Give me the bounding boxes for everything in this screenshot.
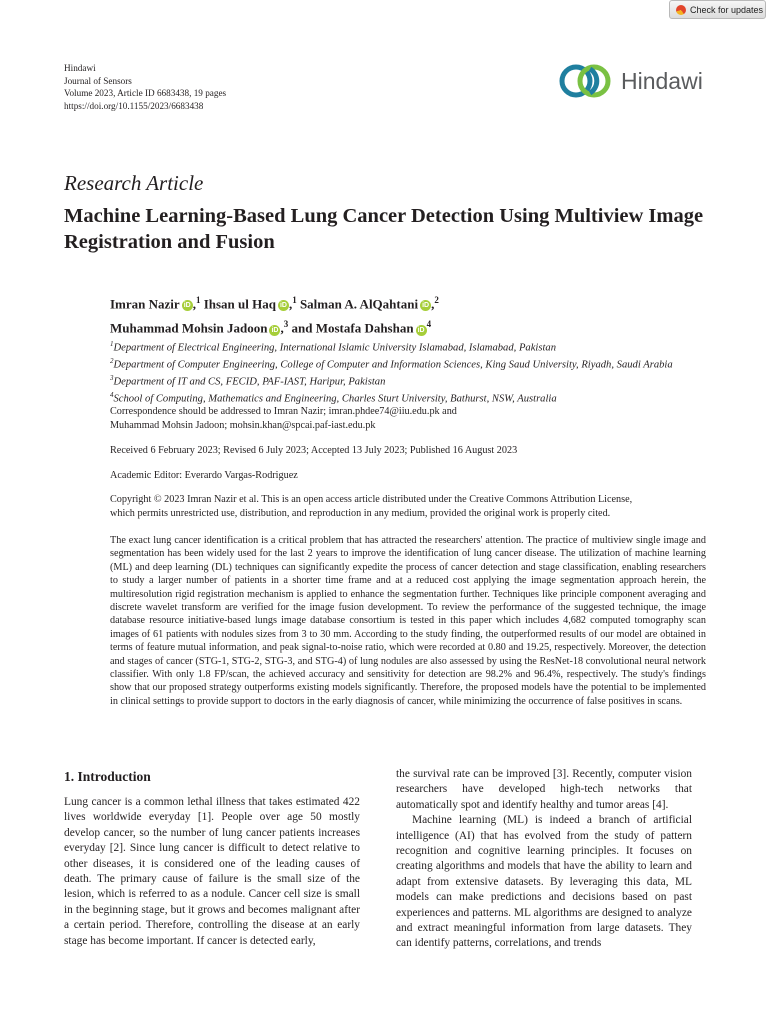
section-heading: 1. Introduction [64,769,151,784]
affiliation-sup: 3 [110,374,114,383]
copyright [110,493,710,520]
affiliations [110,338,710,406]
affiliation [110,372,710,389]
author-name[interactable]: Salman A. AlQahtani [299,296,419,312]
author-affil-sup: 4 [426,319,432,330]
article-type: Research Article [64,171,204,195]
check-for-updates-label: Check for updates [690,4,764,15]
crossmark-icon [676,5,686,15]
check-for-updates-button[interactable] [669,0,766,19]
affiliation [110,338,710,355]
affiliation-text: Department of IT and CS, FECID, PAF-IAST, Haripur, Pakistan [113,376,386,388]
author-affil-sup: 1 [195,295,201,305]
body-paragraph: Machine learning (ML) is indeed a branch of artificial intelligence (AI) that has evolved from the study of pattern recognition and cognitive learning principles. It focuses on creating algorithms and models that have the ability to learn and adapt from extensive datasets. By leveraging this data, ML models can make predictions and decisions based on past experiences and patterns. ML algorithms are designed to analyze and extract meaningful information from large datasets. They can identify patterns, correlations, and trends [396,814,692,950]
author-connector: and [291,320,313,336]
paper-title: Machine Learning-Based Lung Cancer Detection Using Multiview Image Registration and Fusion [64,205,704,253]
doi-link[interactable]: https://doi.org/10.1155/2023/6683438 [64,100,204,111]
affiliation-text: School of Computing, Mathematics and Engineering, Charles Sturt University, Bathurst, NSW, Australia [113,393,557,405]
affiliation-sup: 2 [110,357,114,366]
affiliation-sup: 1 [110,340,114,348]
journal-info [64,62,226,112]
author-name[interactable]: Ihsan ul Haq [203,296,276,312]
author-affil-sup: 2 [434,295,439,305]
hindawi-logo [557,62,703,100]
body-paragraph: Lung cancer is a common lethal illness that takes estimated 422 lives worldwide everyday [1]. People over age 50 mostly develop cancer, so the number of lung cancer patients increases everyday [2]. Since lung cancer is difficult to detect relative to other diseases, it is considered one of the leading causes of death. The primary cause of failure is the small size of the lesion, which is referred to as a nodule. Cancer cell size is small in the beginning stage, but it grows and becomes malignant after a certain period. Therefore, controlling the disease at an early stage has become important. If cancer is detected early, [64,796,360,947]
orcid-icon[interactable]: iD [279,302,287,310]
orcid-icon[interactable]: iD [417,326,425,334]
author-list [110,290,670,339]
orcid-icon[interactable]: iD [183,302,191,310]
author-name[interactable]: Mostafa Dahshan [315,320,414,336]
publisher-name: Hindawi [64,63,96,73]
author-affil-sup: 3 [283,319,289,330]
body-column-left [64,795,360,949]
logo-text: Hindawi [621,67,703,94]
affiliation [110,355,710,372]
correspondence [110,405,710,432]
publication-dates: Received 6 February 2023; Revised 6 July 2023; Accepted 13 July 2023; Published 16 August 2023 [110,445,518,456]
orcid-icon[interactable]: iD [422,302,430,310]
volume-line: Volume 2023, Article ID 6683438, 19 pages [64,88,227,98]
hindawi-rings-icon [557,62,615,100]
affiliation-text: Department of Electrical Engineering, International Islamic University Islamabad, Islamabad, Pakistan [113,342,557,354]
copyright-line: which permits unrestricted use, distribution, and reproduction in any medium, provided the original work is properly cited. [110,507,611,519]
orcid-icon[interactable]: iD [271,326,279,334]
body-paragraph: the survival rate can be improved [3]. Recently, computer vision researchers have developed high-tech networks that automatically spot and identify healthy and tumor areas [4]. [396,768,692,811]
academic-editor: Academic Editor: Everardo Vargas-Rodriguez [110,470,298,481]
body-column-right [396,767,692,952]
affiliation-sup: 4 [110,391,114,400]
affiliation-text: Department of Computer Engineering, College of Computer and Information Sciences, King Saud University, Riyadh, Saudi Arabia [113,359,673,371]
abstract: The exact lung cancer identification is a critical problem that has attracted the researchers' attention. The practice of multiview single image and segmentation has been widely used for the last 2 years to improve the identification of lung cancer disease. The utilization of machine learning (ML) and deep learning (DL) techniques can significantly expedite the process of cancer detection and stage classification, enabling researchers to study a larger number of patients in a shorter time frame and at a reduced cost applying the image segmentation approach herein, the multiresolution rigid registration mechanism is applied to enhance the segmentation further. Techniques like principle component averaging and discrete wavelet transform are verified for the image fusion development. To review the performance of the suggested technique, the image database resource initiative-based lungs image database consortium is tested in this paper which includes 4,682 computed tomography scan images of 61 patients with nodules sizes from 3 to 30 mm. According to the study finding, the outperformed results of our model are obtained in terms of feature mutual information, and peak signal-to-noise ratio, which were recorded at 0.80 and 19.25, respectively. Moreover, the detection and stages of cancer (STG-1, STG-2, STG-3, and STG-4) of lung nodules are also assessed by using the ResNet-18 convolutional neural network classifier. With only 1.8 FP/scan, the achieved accuracy and sensitivity for detection are 98.2% and 96.4%, respectively. The study's findings show that our proposed strategy outperforms existing models significantly. Therefore, the proposed models have the potential to be implemented in clinical settings to provide support to doctors in the early diagnosis of cancer, while minimizing the occurrence of false positives in scans. [110,535,706,707]
correspondence-line: Muhammad Mohsin Jadoon; mohsin.khan@spcai.paf-iast.edu.pk [110,419,376,431]
author-line-1: Imran Nazir iD ,$^1$ Ihsan ul Haq iD ,$^1$ Salman A. AlQahtani iD ,$^2$ [110,295,439,312]
author-name[interactable]: Imran Nazir [110,296,180,312]
author-line-2: Muhammad Mohsin Jadoon iD ,$^3$ and Mostafa Dahshan $iD^4$ [110,319,432,336]
correspondence-line: Correspondence should be addressed to Imran Nazir; imran.phdee74@iiu.edu.pk and [110,406,457,417]
affiliation [110,389,710,406]
author-name[interactable]: Muhammad Mohsin Jadoon [110,320,268,336]
author-affil-sup: 1 [292,295,297,305]
copyright-line: Copyright © 2023 Imran Nazir et al. This is an open access article distributed under the Creative Commons Attribution License, [110,494,633,505]
journal-name: Journal of Sensors [64,75,132,86]
